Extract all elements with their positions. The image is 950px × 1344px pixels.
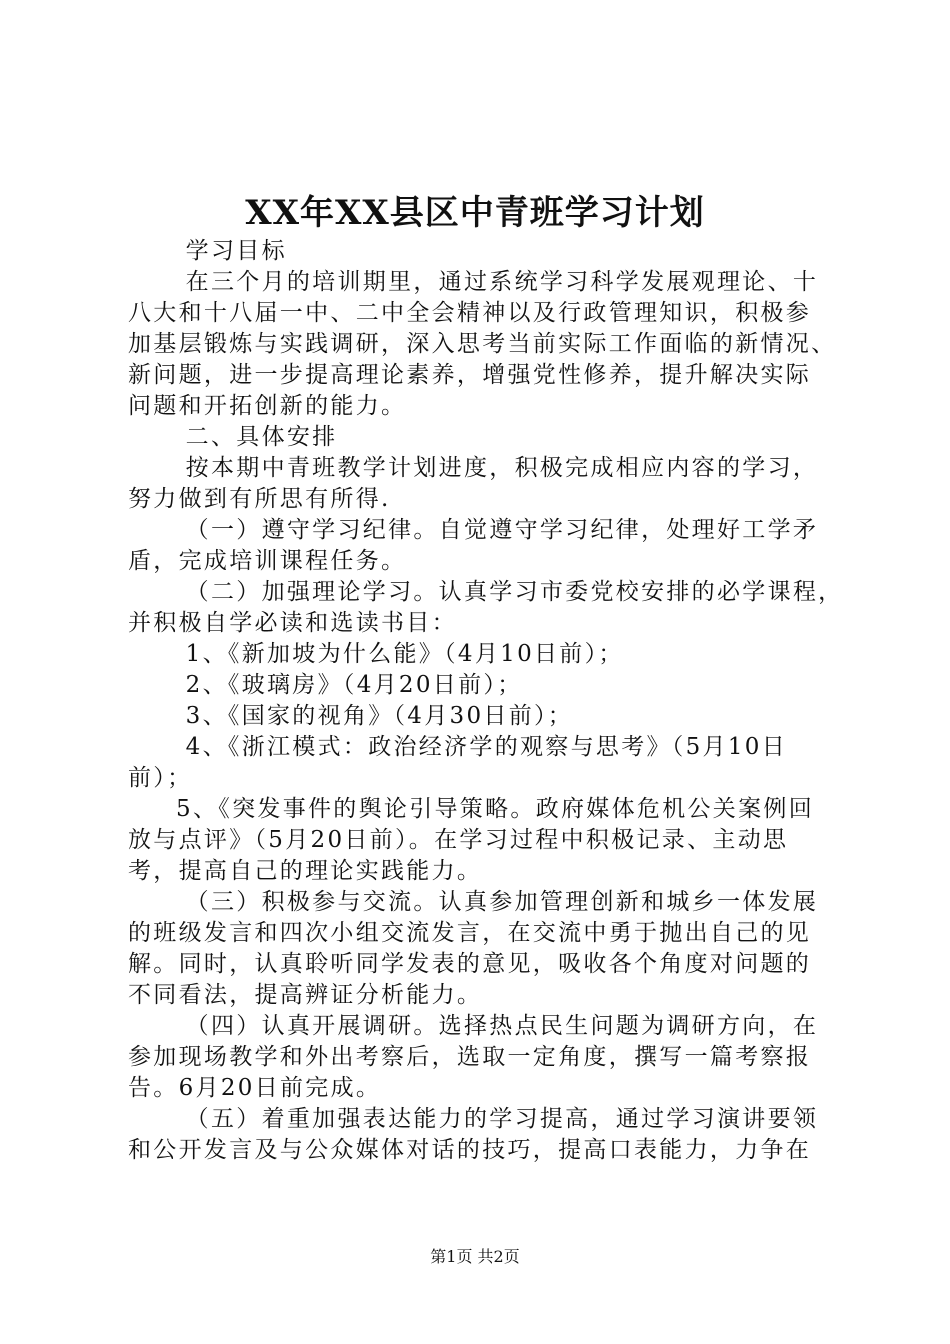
body-line: （三）积极参与交流。认真参加管理创新和城乡一体发展	[128, 889, 819, 915]
body-line: 1、《新加坡为什么能》（4月10日前）；	[128, 641, 624, 667]
body-line: 在三个月的培训期里，通过系统学习科学发展观理论、十	[128, 269, 819, 295]
body-line: 考，提高自己的理论实践能力。	[128, 858, 483, 884]
body-line: 4、《浙江模式：政治经济学的观察与思考》（5月10日	[128, 734, 787, 760]
body-line: 二、具体安排	[128, 424, 338, 450]
body-line: 盾，完成培训课程任务。	[128, 548, 407, 574]
document-body	[128, 236, 844, 1166]
body-line: （二）加强理论学习。认真学习市委党校安排的必学课程，	[128, 579, 844, 605]
page-footer: 第1页 共2页	[430, 1247, 520, 1266]
body-line: （五）着重加强表达能力的学习提高，通过学习演讲要领	[128, 1106, 819, 1132]
body-line: 加基层锻炼与实践调研，深入思考当前实际工作面临的新情况、	[128, 331, 837, 357]
body-line: 参加现场教学和外出考察后，选取一定角度，撰写一篇考察报	[128, 1044, 812, 1070]
body-line: （四）认真开展调研。选择热点民生问题为调研方向，在	[128, 1013, 819, 1039]
body-line: 和公开发言及与公众媒体对话的技巧，提高口表能力，力争在	[128, 1137, 812, 1163]
body-line: 5、《突发事件的舆论引导策略。政府媒体危机公关案例回	[128, 796, 814, 822]
body-line: 解。同时，认真聆听同学发表的意见，吸收各个角度对问题的	[128, 951, 812, 977]
body-line: 按本期中青班教学计划进度，积极完成相应内容的学习，	[128, 455, 819, 481]
body-line: 的班级发言和四次小组交流发言，在交流中勇于抛出自己的见	[128, 920, 812, 946]
body-line: （一）遵守学习纪律。自觉遵守学习纪律，处理好工学矛	[128, 517, 819, 543]
body-line: 前）；	[128, 765, 193, 791]
body-line: 问题和开拓创新的能力。	[128, 393, 407, 419]
body-line: 并积极自学必读和选读书目：	[128, 610, 457, 636]
body-line: 放与点评》（5月20日前）。在学习过程中积极记录、主动思	[128, 827, 789, 853]
document-title: XX年XX县区中青班学习计划	[245, 193, 705, 233]
body-line: 不同看法，提高辨证分析能力。	[128, 982, 483, 1008]
body-line: 3、《国家的视角》（4月30日前）；	[128, 703, 574, 729]
body-line: 新问题，进一步提高理论素养，增强党性修养，提升解决实际	[128, 362, 812, 388]
body-line: 八大和十八届一中、二中全会精神以及行政管理知识，积极参	[128, 300, 812, 326]
body-line: 努力做到有所思有所得.	[128, 486, 391, 512]
body-line: 学习目标	[128, 238, 287, 264]
body-line: 告。6月20日前完成。	[128, 1075, 382, 1101]
body-line: 2、《玻璃房》（4月20日前）；	[128, 672, 523, 698]
